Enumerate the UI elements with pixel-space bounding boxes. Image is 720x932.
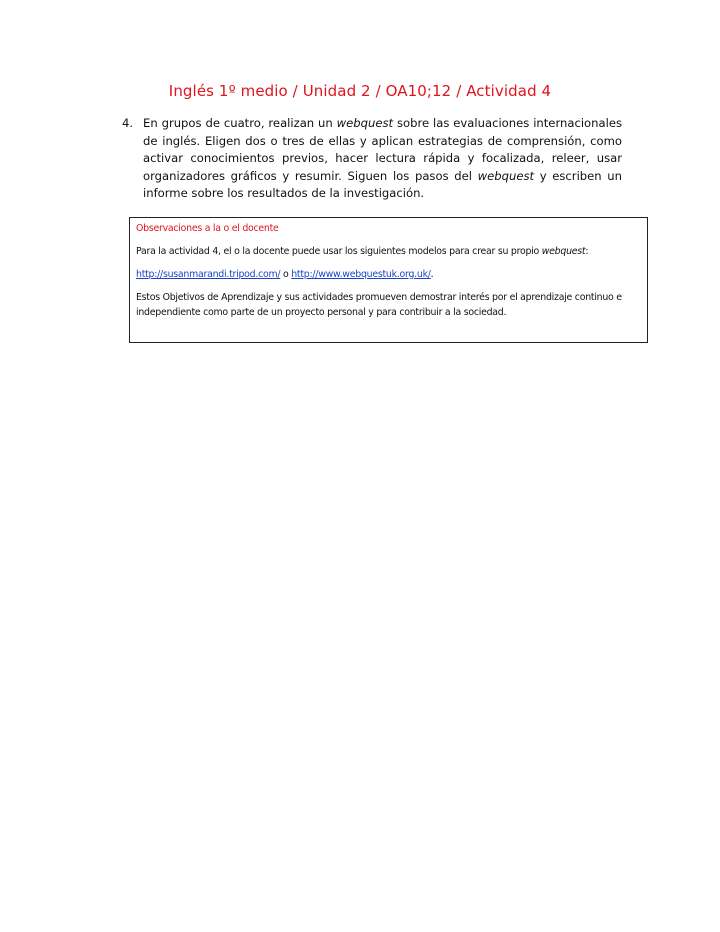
teacher-notes-box <box>129 217 648 343</box>
activity-text-part3: y escriben un informe sobre los resultados de la investigación. <box>143 168 622 200</box>
activity-number: 4. <box>122 116 134 130</box>
teacher-notes-links <box>136 267 641 282</box>
activity-term-webquest: webquest <box>336 116 394 130</box>
intro-text: Para la actividad 4, el o la docente puede usar los siguientes modelos para crear su propio <box>136 246 542 257</box>
teacher-notes-intro <box>136 244 641 259</box>
intro-end: : <box>585 246 589 257</box>
intro-term-webquest: webquest <box>541 246 586 257</box>
activity-item <box>122 115 622 203</box>
activity-text-part2: sobre las evaluaciones internacionales de inglés. Eligen dos o tres de ellas y aplican estrategias de comprensión, como activar conocimientos previos, hacer lectura rápida y focalizada, releer, usar organizadores gráficos y resumir. Siguen los pasos del <box>143 116 622 183</box>
activity-description <box>143 115 622 203</box>
link-separator: o <box>280 269 292 280</box>
link-webquestuk[interactable]: http://www.webquestuk.org.uk/ <box>291 269 431 280</box>
page-title: Inglés 1º medio / Unidad 2 / OA10;12 / Actividad 4 <box>168 82 552 100</box>
link-susanmarandi[interactable]: http://susanmarandi.tripod.com/ <box>136 269 281 280</box>
links-end: . <box>430 269 434 280</box>
activity-term-webquest-2: webquest <box>477 168 535 183</box>
teacher-notes-closing: Estos Objetivos de Aprendizaje y sus actividades promueven demostrar interés por el aprendizaje continuo e independiente como parte de un proyecto personal y para contribuir a la sociedad. <box>136 292 622 318</box>
teacher-notes-heading: Observaciones a la o el docente <box>136 223 279 234</box>
activity-text-part1: En grupos de cuatro, realizan un <box>143 116 337 130</box>
